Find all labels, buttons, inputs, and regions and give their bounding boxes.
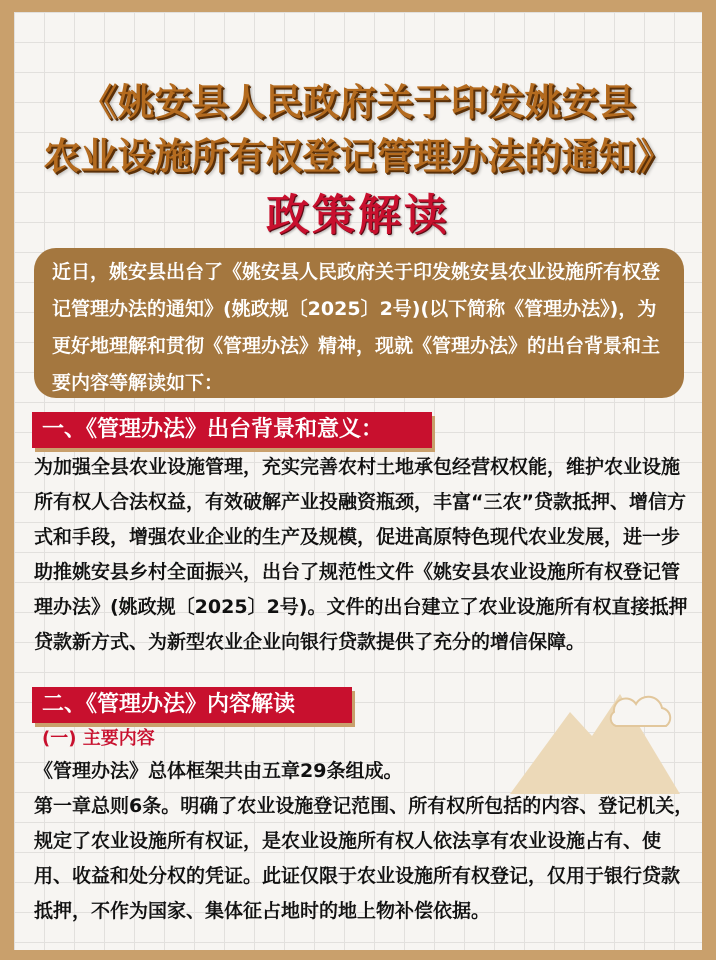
section-1-heading: 一、《管理办法》出台背景和意义： (32, 412, 432, 448)
title-line-1: 《姚安县人民政府关于印发姚安县 (80, 81, 636, 124)
poster-page (14, 12, 702, 950)
section-2-paragraph-1: 《管理办法》总体框架共由五章29条组成。 (34, 760, 403, 782)
section-2-paragraph-2: 第一章总则6条。明确了农业设施登记范围、所有权所包括的内容、登记机关，规定了农业设施所有权证，是农业设施所有权人依法享有农业设施占有、使用、收益和处分权的凭证。此证仅限于农业设施所有权登记，仅用于银行贷款抵押，不作为国家、集体征占地时的地上物补偿依据。 (34, 795, 694, 922)
title-line-2: 农业设施所有权登记管理办法的通知》 (43, 135, 673, 178)
section-2-subheading: (一) 主要内容 (42, 728, 155, 749)
section-1-body: 为加强全县农业设施管理，充实完善农村土地承包经营权权能，维护农业设施所有权人合法权益，有效破解产业投融资瓶颈，丰富“三农”贷款抵押、增信方式和手段，增强农业企业的生产及规模，促进高原特色现代农业发展，进一步助推姚安县乡村全面振兴，出台了规范性文件《姚安县农业设施所有权登记管理办法》(姚政规〔2025〕2号)。文件的出台建立了农业设施所有权直接抵押贷款新方式、为新型农业企业向银行贷款提供了充分的增信保障。 (34, 456, 688, 653)
intro-box: 近日，姚安县出台了《姚安县人民政府关于印发姚安县农业设施所有权登记管理办法的通知》(姚政规〔2025〕2号)(以下简称《管理办法》)，为更好地理解和贯彻《管理办法》精神，现就《管理办法》的出台背景和主要内容等解读如下： (34, 248, 684, 398)
title-line-3: 政策解读 (266, 191, 450, 241)
section-2-body (34, 754, 694, 929)
section-2-heading: 二、《管理办法》内容解读 (32, 687, 352, 723)
